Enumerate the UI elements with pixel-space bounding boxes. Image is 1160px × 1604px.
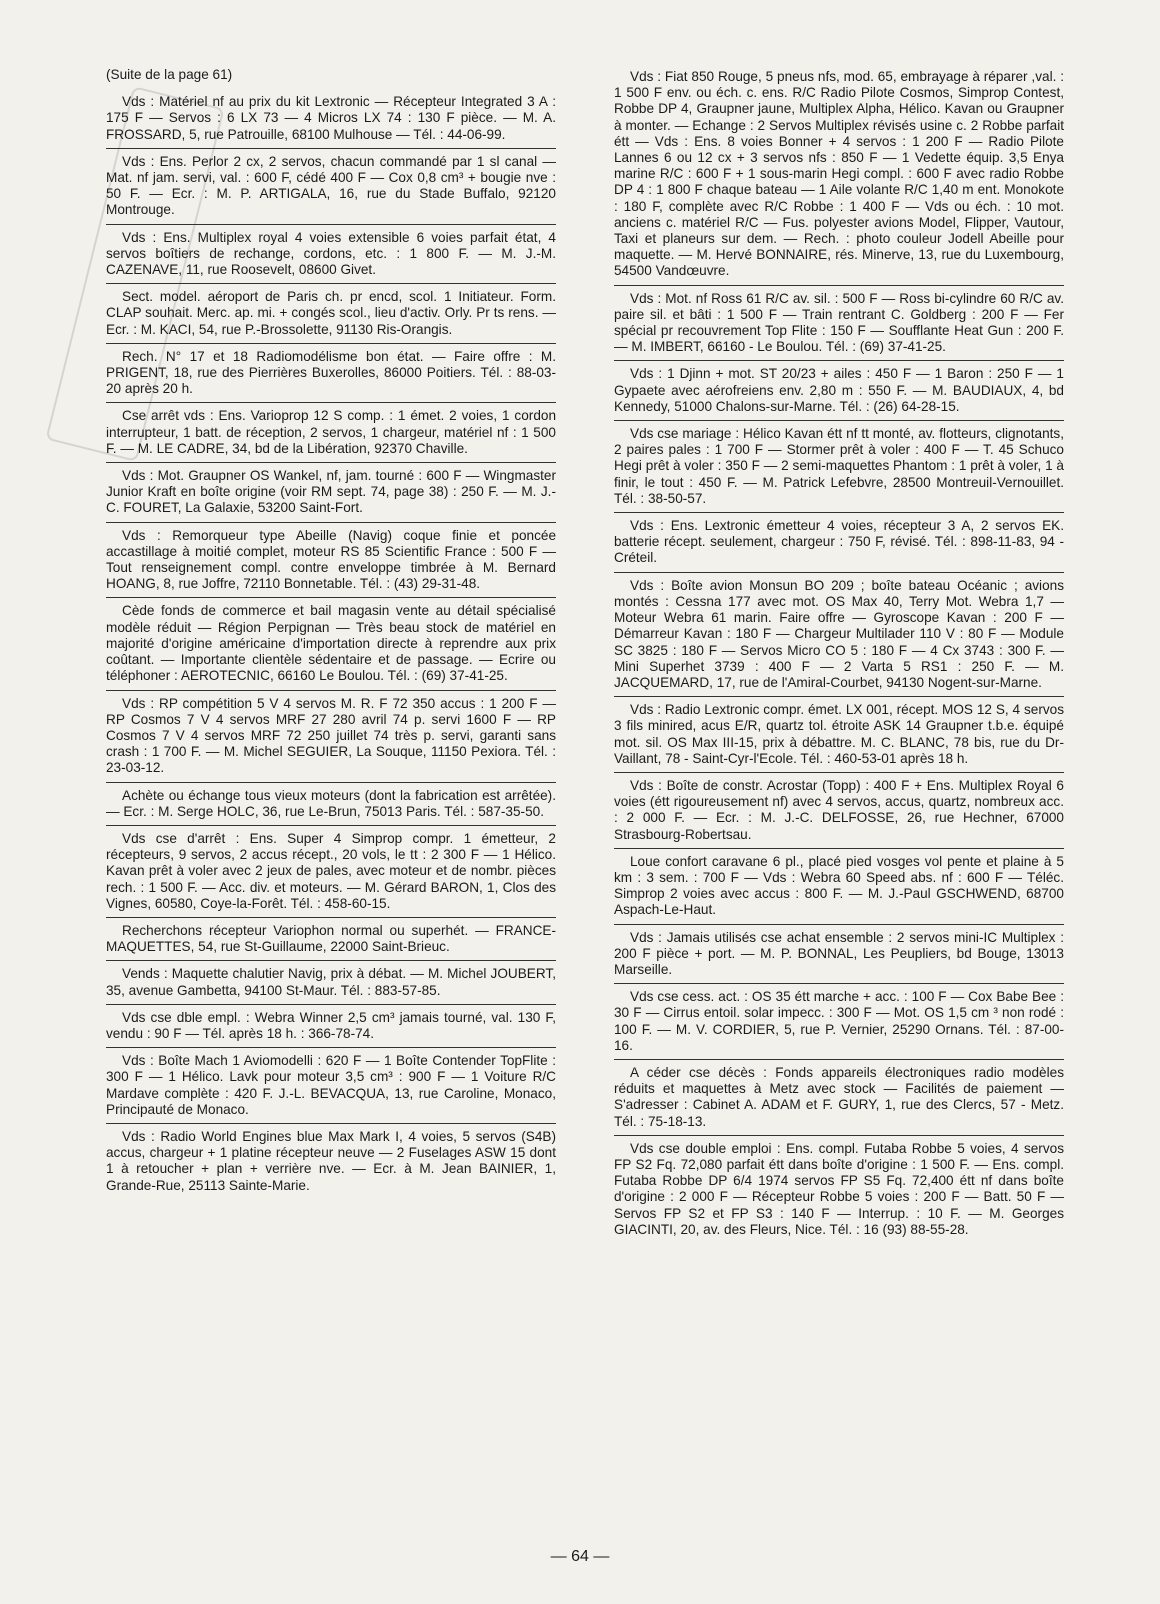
- classified-ad: Vds : Fiat 850 Rouge, 5 pneus nfs, mod. 65, embrayage à réparer ,val. : 1 500 F env. ou éch. c. ens. R/C Radio Pilote Cosmos, Simprop Contest, Robbe DP 4, Graupner jaune, Multiplex Alpha, Hélico. Kavan ou Graupner à monter. — Echange : 2 Servos Multiplex révisés usine c. 2 Robbe parfait étt — Vds : Ens. 8 voies Bonner + 4 servos : 1 200 F — Radio Pilote Lannes 6 ou 12 cx + 3 servos nfs : 850 F — 1 Vedette équip. 3,5 Enya marine R/C : 600 F + 1 sous-marin Hegi compl. : 600 F avec radio Robbe DP 4 : 1 800 F chaque bateau — 1 Aile volante R/C 1,40 m ent. Monokote : 180 F, complète avec R/C Robbe : 1 400 F — Vds ou éch. : 10 mot. anciens c. matériel R/C — Fus. polyester avions Model, Flipper, Vautour, Taxi et planeurs sur dem. — Rech. : photo couleur Jodell Abeille pour maquette. — M. Hervé BONNAIRE, rés. Minerve, 13, rue du Luxembourg, 54500 Vandœuvre.: [614, 64, 1064, 286]
- classified-ad: Vds cse mariage : Hélico Kavan étt nf tt monté, av. flotteurs, clignotants, 2 paires pales : 1 700 F — Stormer prêt à voler : 400 F — T. 45 Schuco Hegi prêt à voler : 350 F — 2 semi-maquettes Phantom : 1 prêt à voler, 1 à finir, le tout : 450 F. — M. Patrick Lefebvre, 28500 Montreuil-Vernouillet. Tél. : 38-50-57.: [614, 421, 1064, 513]
- classified-ad: Rech. N° 17 et 18 Radiomodélisme bon état. — Faire offre : M. PRIGENT, 18, rue des Pierrières Buxerolles, 86000 Poitiers. Tél. : 88-03-20 après 20 h.: [106, 344, 556, 404]
- continued-from: (Suite de la page 61): [106, 67, 233, 82]
- classified-ad: Vends : Maquette chalutier Navig, prix à débat. — M. Michel JOUBERT, 35, avenue Gambetta, 94100 St-Maur. Tél. : 883-57-85.: [106, 961, 556, 1004]
- classified-ad: Vds : Boîte avion Monsun BO 209 ; boîte bateau Océanic ; avions montés : Cessna 177 avec mot. OS Max 40, Terry Mot. Webra 1,7 — Moteur Webra 61 marin. Faire offre — Gyroscope Kavan : 200 F — Démarreur Kavan : 180 F — Chargeur Multilader 110 V : 80 F — Module SC 3825 : 180 F — Servos Micro CO 5 : 180 F — 4 Cx 3743 : 300 F. — Mini Superhet 3739 : 400 F — 2 Varta 5 RS1 : 250 F. — M. JACQUEMARD, 17, rue de l'Amiral-Courbet, 94130 Nogent-sur-Marne.: [614, 573, 1064, 697]
- classified-ad: Vds : Boîte de constr. Acrostar (Topp) : 400 F + Ens. Multiplex Royal 6 voies (étt rigoureusement nf) avec 4 servos, accus, quartz, nombreux acc. : 2 000 F. — Ecr. : M. J.-C. DELFOSSE, 26, rue Hechner, 67000 Strasbourg-Robertsau.: [614, 773, 1064, 849]
- classified-ad: Vds : Mot. nf Ross 61 R/C av. sil. : 500 F — Ross bi-cylindre 60 R/C av. paire sil. et bâti : 1 500 F — Train rentrant C. Goldberg : 200 F — Fer spécial pr recouvrement Top Flite : 150 F — Soufflante Heat Gun : 200 F. — M. IMBERT, 66160 - Le Boulou. Tél. : (69) 37-41-25.: [614, 286, 1064, 362]
- classified-ad: Vds : Jamais utilisés cse achat ensemble : 2 servos mini-IC Multiplex : 200 F pièce + port. — M. P. BONNAL, Les Peupliers, bd Bouge, 13013 Marseille.: [614, 925, 1064, 985]
- left-column: [106, 64, 556, 1199]
- classified-ad: Vds cse dble empl. : Webra Winner 2,5 cm³ jamais tourné, val. 130 F, vendu : 90 F — Tél. après 18 h. : 366-78-74.: [106, 1005, 556, 1048]
- classified-ad: Recherchons récepteur Variophon normal ou superhét. — FRANCE-MAQUETTES, 54, rue St-Guillaume, 22000 Saint-Brieuc.: [106, 918, 556, 961]
- classified-ad: A céder cse décès : Fonds appareils électroniques radio modèles réduits et maquettes à Metz avec stock — Facilités de paiement — S'adresser : Cabinet A. ADAM et F. GURY, 1, rue des Clercs, 57 - Metz. Tél. : 75-18-13.: [614, 1060, 1064, 1136]
- classified-ad: Loue confort caravane 6 pl., placé pied vosges vol pente et plaine à 5 km : 3 sem. : 700 F — Vds : Webra 60 Speed abs. nf : 600 F — Téléc. Simprop 2 voies avec accus : 800 F. — M. J.-Paul GSCHWEND, 68700 Aspach-Le-Haut.: [614, 849, 1064, 925]
- classified-ad: Vds cse d'arrêt : Ens. Super 4 Simprop compr. 1 émetteur, 2 récepteurs, 9 servos, 2 accus récept., 20 vols, le tt : 2 300 F — 1 Hélico. Kavan prêt à voler avec 2 jeux de pales, avec moteur et de nombr. pièces rech. : 1 500 F. — Acc. div. et moteurs. — M. Gérard BARON, 1, Clos des Vignes, 60580, Coye-la-Forêt. Tél. : 458-60-15.: [106, 826, 556, 918]
- classified-ad: Vds : 1 Djinn + mot. ST 20/23 + ailes : 450 F — 1 Baron : 250 F — 1 Gypaete avec aérofreiens env. 2,80 m : 550 F. — M. BAUDIAUX, 4, bd Kennedy, 51000 Chalons-sur-Marne. Tél. : (26) 64-28-15.: [614, 361, 1064, 421]
- classified-ad: Vds : Ens. Multiplex royal 4 voies extensible 6 voies parfait état, 4 servos boîtiers de rechange, cordons, etc. : 1 800 F. — M. J.-M. CAZENAVE, 11, rue Roosevelt, 08600 Givet.: [106, 225, 556, 285]
- classified-ad: Vds : Remorqueur type Abeille (Navig) coque finie et poncée accastillage à moitié complet, moteur RS 85 Scientific France : 500 F — Tout renseignement compl. contre enveloppe timbrée à M. Bernard HOANG, 8, rue Joffre, 72110 Bonnetable. Tél. : (43) 29-31-48.: [106, 523, 556, 599]
- classified-ad: Vds : RP compétition 5 V 4 servos M. R. F 72 350 accus : 1 200 F — RP Cosmos 7 V 4 servos MRF 27 280 avril 74 p. servi 1600 F — RP Cosmos 7 V 4 servos MRF 72 250 juillet 74 très p. servi, garanti sans crash : 1 700 F. — M. Michel SEGUIER, La Souque, 11150 Pexiora. Tél. : 23-03-12.: [106, 691, 556, 783]
- classified-ad: Vds : Radio Lextronic compr. émet. LX 001, récept. MOS 12 S, 4 servos 3 fils minired, acus E/R, quartz tol. étroite ASK 14 Graupner t.b.e. équipé mot. sil. OS Max III-15, prix à débattre. M. C. BLANC, 78 bis, rue du Dr-Vaillant, 78 - Saint-Cyr-l'Ecole. Tél. : 460-53-01 après 18 h.: [614, 697, 1064, 773]
- classified-ad: Vds cse cess. act. : OS 35 étt marche + acc. : 100 F — Cox Babe Bee : 30 F — Cirrus entoil. solar impecc. : 300 F — Mot. OS 1,5 cm ³ non rodé : 100 F. — M. V. CORDIER, 5, rue P. Vernier, 25290 Ornans. Tél. : 87-00-16.: [614, 984, 1064, 1060]
- classified-ad: Cède fonds de commerce et bail magasin vente au détail spécialisé modèle réduit — Région Perpignan — Très beau stock de matériel en majorité d'origine américaine d'importation directe à reprendre aux prix coûtant. — Importante clientèle sédentaire et de passage. — Ecrire ou téléphoner : AEROTECNIC, 66160 Le Boulou. Tél. : (69) 37-41-25.: [106, 598, 556, 690]
- classified-ad: Vds : Matériel nf au prix du kit Lextronic — Récepteur Integrated 3 A : 175 F — Servos : 6 LX 73 — 4 Micros LX 74 : 130 F pièce. — M. A. FROSSARD, 5, rue Patrouille, 68100 Mulhouse — Tél. : 44-06-99.: [106, 89, 556, 149]
- classified-ad: Vds : Mot. Graupner OS Wankel, nf, jam. tourné : 600 F — Wingmaster Junior Kraft en boîte origine (voir RM sept. 74, page 38) : 250 F. — M. J.-C. FOURET, La Galaxie, 53200 Saint-Fort.: [106, 463, 556, 523]
- classified-ad: Vds : Radio World Engines blue Max Mark I, 4 voies, 5 servos (S4B) accus, chargeur + 1 platine récepteur neuve — 2 Fuselages ASW 15 dont 1 à retoucher + plan + verrière nve. — Ecr. à M. Jean BAINIER, 1, Grande-Rue, 25113 Sainte-Marie.: [106, 1128, 556, 1193]
- classified-ad: Vds : Boîte Mach 1 Aviomodelli : 620 F — 1 Boîte Contender TopFlite : 300 F — 1 Hélico. Lavk pour moteur 3,5 cm³ : 900 F — 1 Voiture R/C Mardave complète : 420 F. J.-L. BEVACQUA, 13, rue Caroline, Monaco, Principauté de Monaco.: [106, 1048, 556, 1124]
- classified-ad: Sect. model. aéroport de Paris ch. pr encd, scol. 1 Initiateur. Form. CLAP souhait. Merc. ap. mi. + congés scol., lieu d'activ. Orly. Pr ts rens. — Ecr. : M. KACI, 54, rue P.-Brossolette, 91130 Ris-Orangis.: [106, 284, 556, 344]
- right-column: [614, 64, 1064, 1243]
- classified-ad: Vds cse double emploi : Ens. compl. Futaba Robbe 5 voies, 4 servos FP S2 Fq. 72,080 parfait étt dans boîte d'origine : 1 500 F. — Ens. compl. Futaba Robbe DP 6/4 1974 servos FP S5 Fq. 72,400 étt nf dans boîte d'origine : 2 000 F — Récepteur Robbe 5 voies : 200 F — Batt. 50 F — Servos FP S2 et FP S3 : 140 F — Interrup. : 10 F. — M. Georges GIACINTI, 20, av. des Fleurs, Nice. Tél. : 16 (93) 88-55-28.: [614, 1140, 1064, 1237]
- left-ad-list: [106, 89, 556, 1199]
- right-ad-list: [614, 64, 1064, 1243]
- classified-ad: Achète ou échange tous vieux moteurs (dont la fabrication est arrêtée). — Ecr. : M. Serge HOLC, 36, rue Le-Brun, 75013 Paris. Tél. : 587-35-50.: [106, 783, 556, 826]
- classified-ad: Cse arrêt vds : Ens. Varioprop 12 S comp. : 1 émet. 2 voies, 1 cordon interrupteur, 1 batt. de réception, 2 servos, 1 chargeur, matériel nf : 1 500 F. — M. LE CADRE, 34, bd de la Libération, 92370 Chaville.: [106, 403, 556, 463]
- page-number: — 64 —: [550, 1548, 610, 1565]
- classified-ad: Vds : Ens. Perlor 2 cx, 2 servos, chacun commandé par 1 sl canal — Mat. nf jam. servi, val. : 600 F, cédé 400 F — Cox 0,8 cm³ + bougie nve : 50 F. — Ecr. : M. P. ARTIGALA, 16, rue du Stade Buffalo, 92120 Montrouge.: [106, 149, 556, 225]
- classified-ad: Vds : Ens. Lextronic émetteur 4 voies, récepteur 3 A, 2 servos EK. batterie récept. seulement, chargeur : 750 F, révisé. Tél. : 898-11-83, 94 - Créteil.: [614, 513, 1064, 573]
